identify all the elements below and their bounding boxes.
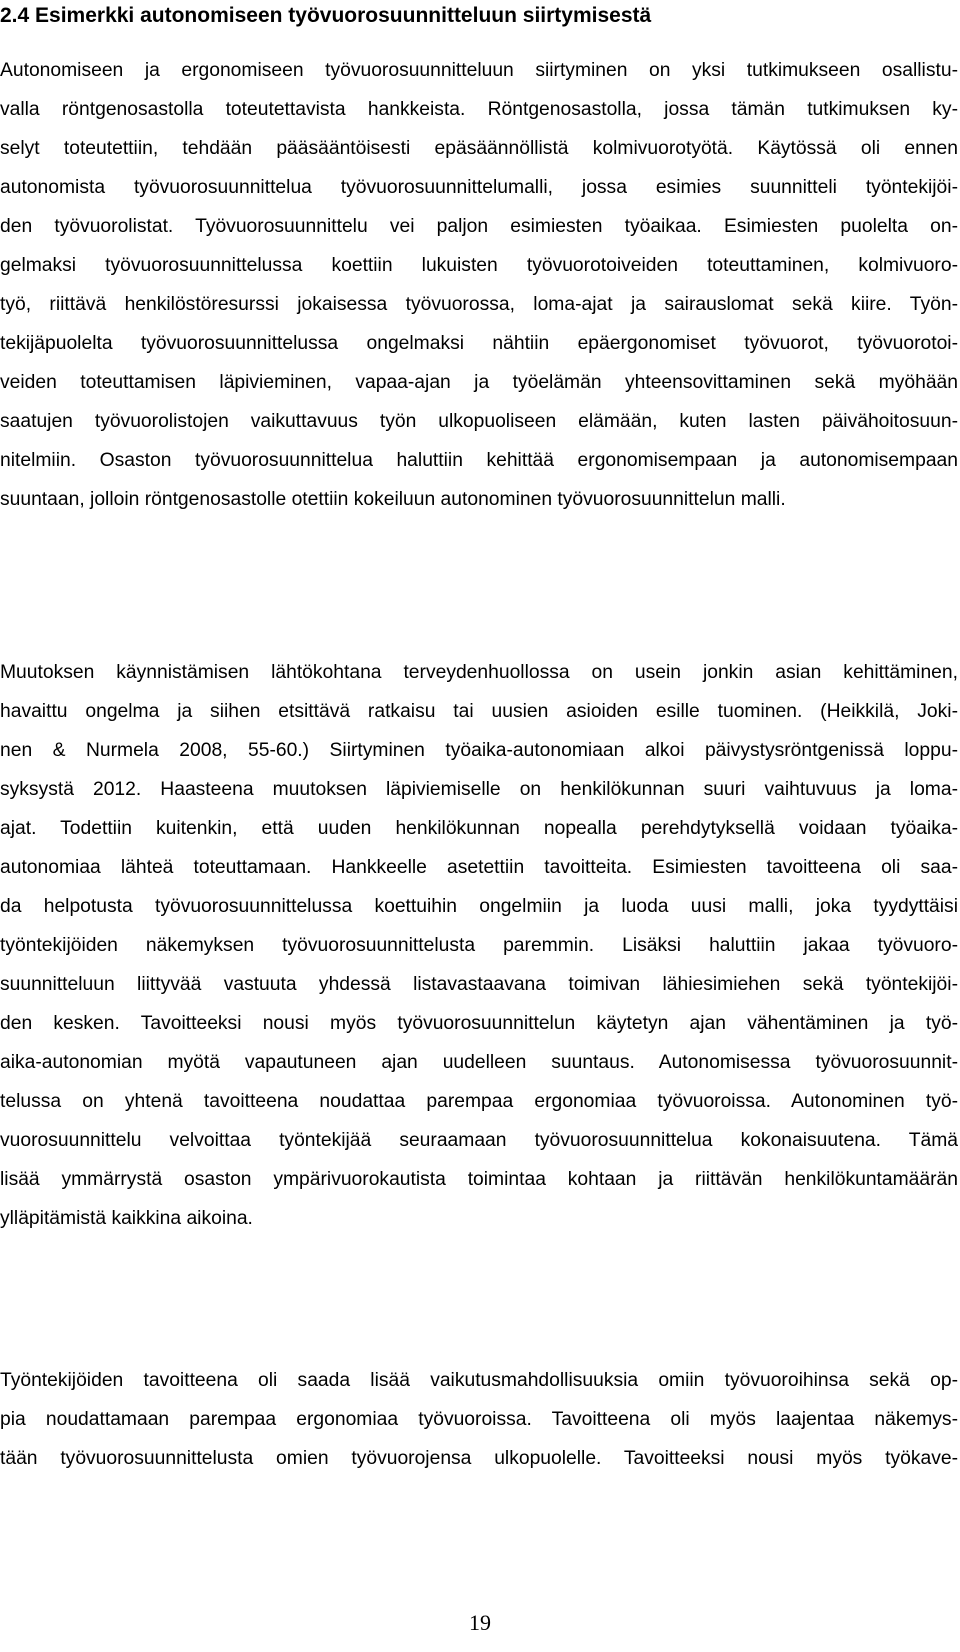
paragraph-line: työ, riittävä henkilöstöresurssi jokaisessa työvuorossa, loma-ajat ja sairauslomat sekä kiire. Työn-	[0, 294, 958, 315]
paragraph-line: suunnitteluun liittyvää vastuuta yhdessä listavastaavana toimivan lähiesimiehen sekä työntekijöi-	[0, 974, 958, 995]
paragraph-line: autonomista työvuorosuunnittelua työvuorosuunnittelumalli, jossa esimies suunnitteli työntekijöi-	[0, 177, 958, 198]
paragraph-line: da helpotusta työvuorosuunnittelussa koettuihin ongelmiin ja luoda uusi malli, joka tyydyttäisi	[0, 896, 958, 917]
paragraph-line: työntekijöiden näkemyksen työvuorosuunnittelusta paremmin. Lisäksi haluttiin jakaa työvuoro-	[0, 935, 958, 956]
paragraph-line: aika-autonomian myötä vapautuneen ajan uudelleen suuntaus. Autonomisessa työvuorosuunnit-	[0, 1052, 958, 1073]
page-number: 19	[469, 1610, 491, 1635]
paragraph-line: nen & Nurmela 2008, 55-60.) Siirtyminen työaika-autonomiaan alkoi päivystysröntgenissä loppu-	[0, 740, 958, 761]
paragraph-line: lisää ymmärrystä osaston ympärivuorokautista toimintaa kohtaan ja riittävän henkilökuntamäärän	[0, 1169, 958, 1190]
paragraph-line: Työntekijöiden tavoitteena oli saada lisää vaikutusmahdollisuuksia omiin työvuoroihinsa sekä op-	[0, 1370, 958, 1391]
paragraph-line: gelmaksi työvuorosuunnittelussa koettiin lukuisten työvuorotoiveiden toteuttaminen, kolmivuoro-	[0, 255, 958, 276]
paragraph-line: selyt toteutettiin, tehdään pääsääntöisesti epäsäännöllistä kolmivuorotyötä. Käytössä oli ennen	[0, 138, 958, 159]
paragraph-line: saatujen työvuorolistojen vaikuttavuus työn ulkopuoliseen elämään, kuten lasten päivähoitosuun-	[0, 411, 958, 432]
paragraph-2	[0, 653, 958, 1238]
paragraph-line: ylläpitämistä kaikkina aikoina.	[0, 1208, 253, 1229]
paragraph-line: Muutoksen käynnistämisen lähtökohtana terveydenhuollossa on usein jonkin asian kehittäminen,	[0, 662, 958, 683]
section-heading: 2.4 Esimerkki autonomiseen työvuorosuunnitteluun siirtymisestä	[0, 4, 652, 27]
paragraph-line: ajat. Todettiin kuitenkin, että uuden henkilökunnan nopealla perehdytyksellä voidaan työaika-	[0, 818, 958, 839]
paragraph-line: veiden toteuttamisen läpivieminen, vapaa-ajan ja työelämän yhteensovittaminen sekä myöhään	[0, 372, 958, 393]
paragraph-1	[0, 51, 958, 519]
paragraph-line: den työvuorolistat. Työvuorosuunnittelu vei paljon esimiesten työaikaa. Esimiesten puolelta on-	[0, 216, 958, 237]
paragraph-line: vuorosuunnittelu velvoittaa työntekijää seuraamaan työvuorosuunnittelua kokonaisuutena. Tämä	[0, 1130, 958, 1151]
paragraph-line: syksystä 2012. Haasteena muutoksen läpiviemiselle on henkilökunnan suuri vaihtuvuus ja loma-	[0, 779, 958, 800]
paragraph-line: telussa on yhtenä tavoitteena noudattaa parempaa ergonomiaa työvuoroissa. Autonominen työ-	[0, 1091, 958, 1112]
paragraph-line: autonomiaa lähteä toteuttamaan. Hankkeelle asetettiin tavoitteita. Esimiesten tavoitteena oli saa-	[0, 857, 958, 878]
paragraph-line: pia noudattamaan parempaa ergonomiaa työvuoroissa. Tavoitteena oli myös laajentaa näkemys-	[0, 1409, 958, 1430]
paragraph-line: tään työvuorosuunnittelusta omien työvuorojensa ulkopuolelle. Tavoitteeksi nousi myös työkave-	[0, 1448, 958, 1469]
paragraph-line: havaittu ongelma ja siihen etsittävä ratkaisu tai uusien asioiden esille tuominen. (Heikkilä, Joki-	[0, 701, 958, 722]
paragraph-3	[0, 1361, 958, 1478]
paragraph-line: nitelmiin. Osaston työvuorosuunnittelua haluttiin kehittää ergonomisempaan ja autonomisempaan	[0, 450, 958, 471]
paragraph-line: valla röntgenosastolla toteutettavista hankkeista. Röntgenosastolla, jossa tämän tutkimuksen ky-	[0, 99, 958, 120]
paragraph-line: Autonomiseen ja ergonomiseen työvuorosuunnitteluun siirtyminen on yksi tutkimukseen osallistu-	[0, 60, 958, 81]
paragraph-line: tekijäpuolelta työvuorosuunnittelussa ongelmaksi nähtiin epäergonomiset työvuorot, työvuorotoi-	[0, 333, 958, 354]
paragraph-line: suuntaan, jolloin röntgenosastolle otettiin kokeiluun autonominen työvuorosuunnittelun malli.	[0, 489, 786, 510]
paragraph-line: den kesken. Tavoitteeksi nousi myös työvuorosuunnittelun käytetyn ajan vähentäminen ja työ-	[0, 1013, 958, 1034]
